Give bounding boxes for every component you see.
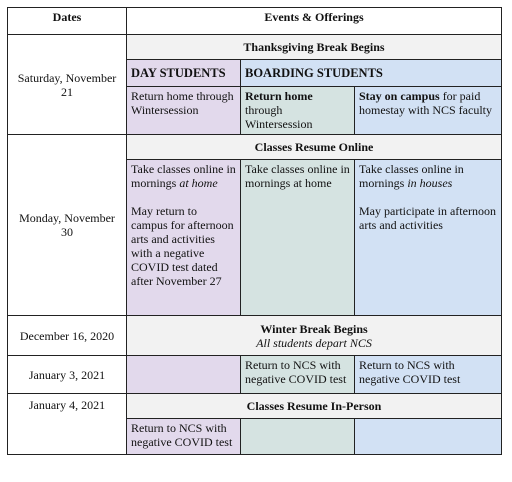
- detail-paragraph: [359, 162, 497, 190]
- date-cell: Monday, November 30: [8, 135, 127, 316]
- detail-paragraph: [131, 162, 236, 190]
- event-subtitle: All students depart NCS: [256, 335, 372, 350]
- boarding-campus-cell: Return to NCS with negative COVID test: [355, 356, 502, 394]
- detail-paragraph: May participate in afternoon arts and activities: [359, 204, 496, 232]
- schedule-table: [7, 7, 502, 455]
- event-title-text: Winter Break Begins: [260, 321, 368, 336]
- boarding-home-cell: Return to NCS with negative COVID test: [241, 356, 355, 394]
- winter-break-row: [8, 316, 502, 356]
- classes-online-event-row: [8, 135, 502, 160]
- day-detail-cell: Return home through Wintersession: [127, 87, 241, 135]
- detail-paragraph: May return to campus for afternoon arts and activities with a negative COVID test dated after November 27: [131, 204, 234, 288]
- events-header: Events & Offerings: [127, 8, 502, 35]
- header-row: [8, 8, 502, 35]
- dates-header: Dates: [8, 8, 127, 35]
- detail-text: Take classes online in mornings: [131, 162, 236, 190]
- date-cell: January 4, 2021: [8, 394, 127, 455]
- boarding-home-cell: [241, 87, 355, 135]
- emphasis-text: at home: [179, 176, 218, 190]
- detail-text: Take classes online in mornings: [359, 162, 464, 190]
- event-title: Thanksgiving Break Begins: [127, 35, 502, 60]
- day-detail-cell: Return to NCS with negative COVID test: [127, 419, 241, 455]
- thanksgiving-event-row: [8, 35, 502, 60]
- boarding-campus-cell: [355, 87, 502, 135]
- boarding-home-cell: [241, 160, 355, 316]
- jan3-row: [8, 356, 502, 394]
- event-title: [127, 316, 502, 356]
- date-cell: January 3, 2021: [8, 356, 127, 394]
- detail-text: for paid homestay with NCS faculty: [359, 89, 492, 117]
- date-cell: Saturday, November 21: [8, 35, 127, 135]
- event-title: Classes Resume In-Person: [127, 394, 502, 419]
- day-detail-cell: [127, 160, 241, 316]
- boarding-home-cell: [241, 419, 355, 455]
- event-title: Classes Resume Online: [127, 135, 502, 160]
- day-detail-cell: [127, 356, 241, 394]
- day-students-label: DAY STUDENTS: [127, 60, 241, 87]
- jan4-event-row: [8, 394, 502, 419]
- detail-text: through Wintersession: [245, 103, 313, 131]
- detail-paragraph: Take classes online in mornings at home: [245, 162, 350, 190]
- boarding-students-label: BOARDING STUDENTS: [241, 60, 502, 87]
- bold-text: Stay on campus: [359, 89, 440, 103]
- emphasis-text: in houses: [407, 176, 453, 190]
- boarding-campus-cell: [355, 160, 502, 316]
- date-cell: December 16, 2020: [8, 316, 127, 356]
- bold-text: Return home: [245, 89, 313, 103]
- boarding-campus-cell: [355, 419, 502, 455]
